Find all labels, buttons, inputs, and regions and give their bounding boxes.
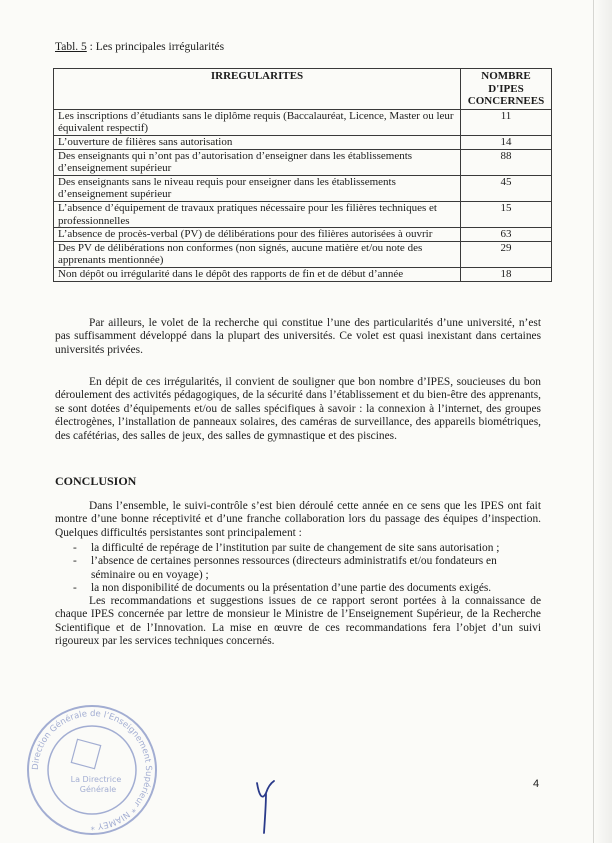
list-item-text: la non disponibilité de documents ou la présentation d’une partie des documents exigés.: [91, 582, 492, 595]
paragraph-text: Les recommandations et suggestions issues de ce rapport seront portées à la connaissance de chaque IPES concernée par lettre de monsieur le Ministre de l’Enseignement Supérieur, de la Recherche Scientifique et de l’Innovation. La mise en œuvre de ces recommandations fera l’objet d’un suivi rigoureux par les services techniques concernés.: [55, 595, 541, 648]
row-value: 29: [461, 241, 552, 267]
table-caption-label: Tabl. 5: [55, 41, 87, 53]
row-value: 11: [461, 109, 552, 135]
list-item-text: la difficulté de repérage de l’institution par suite de changement de site sans autorisation ;: [91, 542, 500, 554]
row-label: Non dépôt ou irrégularité dans le dépôt des rapports de fin et de début d’année: [54, 267, 461, 281]
page-edge-line: [593, 0, 594, 843]
row-label: Les inscriptions d’étudiants sans le diplôme requis (Baccalauréat, Licence, Master ou leur équivalent respectif): [54, 109, 461, 135]
list-item-text: l’absence de certaines personnes ressources (directeurs administratifs et/ou fondateurs en séminaire ou en voyage) ;: [91, 555, 497, 581]
table-header-row: [54, 69, 552, 110]
row-label: L’ouverture de filières sans autorisation: [54, 135, 461, 149]
paragraph-conclusion: [55, 500, 541, 540]
stamp-center-line1: La Directrice: [70, 775, 122, 784]
table-row: [54, 109, 552, 135]
conclusion-heading: CONCLUSION: [55, 474, 137, 488]
row-label: Des PV de délibérations non conformes (non signés, aucune matière et/ou note des apprenants mentionnée): [54, 241, 461, 267]
dash-bullet: -: [73, 542, 77, 554]
row-label: L’absence de procès-verbal (PV) de délibérations pour des filières autorisées à ouvrir: [54, 228, 461, 242]
row-value: 14: [461, 135, 552, 149]
paragraph-recherche: [55, 317, 541, 357]
dash-bullet: -: [73, 582, 77, 595]
row-value: 63: [461, 228, 552, 242]
row-value: 88: [461, 149, 552, 175]
paragraph-text: Dans l’ensemble, le suivi-contrôle s’est bien déroulé cette année en ce sens que les IPES ont fait montre d’une bonne réceptivité et d’une franche collaboration lors du passage des équipes d’inspection. Quelques difficultés persistantes sont principalement :: [55, 500, 541, 539]
page-edge-shadow: [594, 0, 612, 843]
table-caption-text: : Les principales irrégularités: [86, 41, 225, 53]
stamp-center-line2: Générale: [79, 785, 117, 794]
table-row: [54, 241, 552, 267]
page-number: 4: [533, 778, 540, 790]
table-row: [54, 267, 552, 281]
stamp-ring-text: Direction Générale de l’Enseignement Supérieur * NIAMEY *: [30, 708, 154, 832]
table-row: [54, 228, 552, 242]
list-item: [55, 555, 541, 582]
dash-bullet: -: [73, 555, 77, 568]
table-row: [54, 135, 552, 149]
header-irregularites: IRREGULARITES: [54, 69, 461, 110]
table-row: [54, 201, 552, 227]
table-row: [54, 149, 552, 175]
difficulties-list: [55, 542, 541, 596]
row-label: L’absence d’équipement de travaux pratiques nécessaire pour les filières techniques et professionnelles: [54, 201, 461, 227]
row-value: 15: [461, 201, 552, 227]
table-caption: [55, 41, 224, 53]
signature-icon: [252, 775, 280, 837]
table-row: [54, 175, 552, 201]
list-item: [55, 582, 541, 595]
row-value: 45: [461, 175, 552, 201]
row-label: Des enseignants sans le niveau requis pour enseigner dans les établissements d’enseignement supérieur: [54, 175, 461, 201]
paragraph-equipements: [55, 376, 541, 443]
header-nombre-ipes: NOMBRE D'IPES CONCERNEES: [461, 69, 552, 110]
list-item: [55, 542, 541, 555]
paragraph-text: En dépit de ces irrégularités, il convient de souligner que bon nombre d’IPES, soucieuses du bon déroulement des activités pédagogiques, de la sécurité dans l’établissement et du bien-être des apprenants, se sont dotées d’équipements et/ou de salles spécifiques à savoir : la connexion à l’internet, des groupes électrogènes, l’installation de panneaux solaires, des caméras de surveillance, des appareils biométriques, des cafétérias, des salles de jeux, des salles de gymnastique et des piscines.: [55, 376, 541, 442]
paragraph-text: Par ailleurs, le volet de la recherche qui constitue l’une des particularités d’une université, n’est pas suffisamment développé dans la plupart des universités. Ce volet est quasi inexistant dans certaines universités privées.: [55, 317, 541, 356]
official-stamp-icon: [22, 700, 162, 840]
row-label: Des enseignants qui n’ont pas d’autorisation d’enseigner dans les établissements d’enseignement supérieur: [54, 149, 461, 175]
paragraph-recommandations: [55, 595, 541, 649]
irregularities-table: [53, 68, 552, 282]
row-value: 18: [461, 267, 552, 281]
